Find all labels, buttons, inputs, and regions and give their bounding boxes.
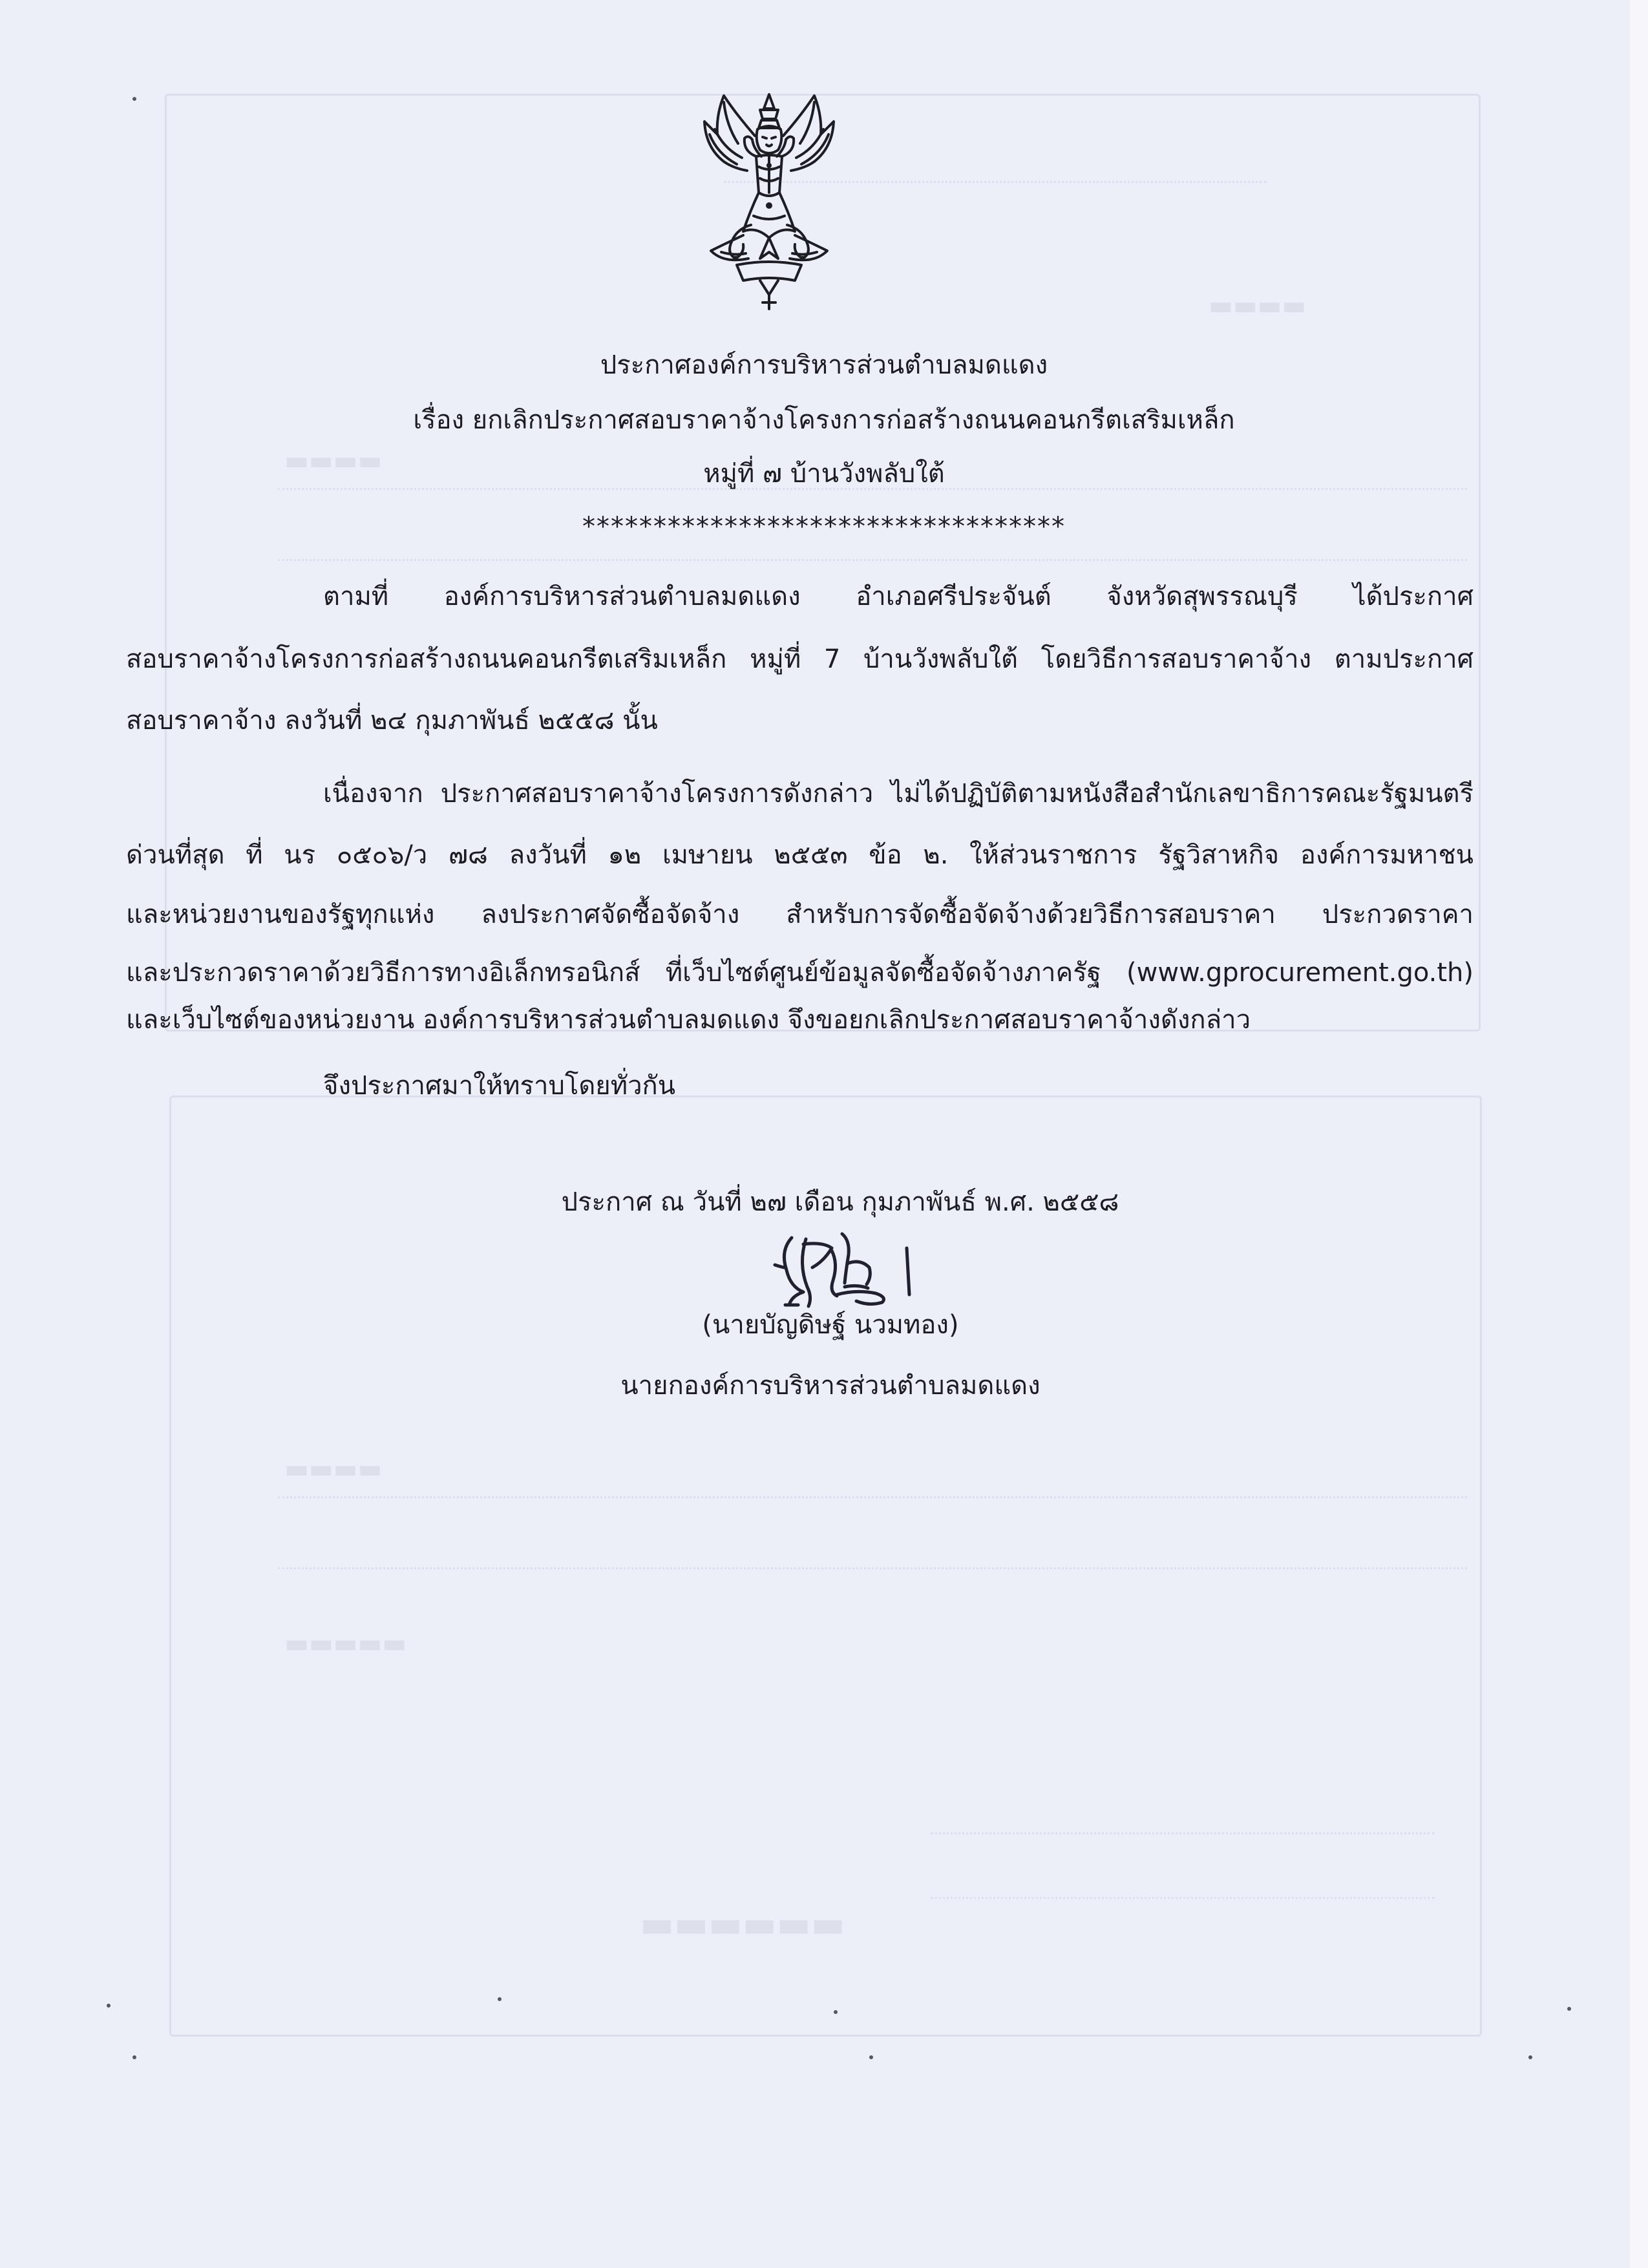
scan-speck [1567, 2007, 1571, 2011]
show-through-text: ▬▬▬▬ [1209, 291, 1307, 321]
show-through-line [278, 559, 1467, 561]
show-through-text: ▬▬▬▬▬ [284, 1629, 407, 1659]
paragraph-2-line: ด่วนที่สุด ที่ นร ๐๕๐๖/ว ๗๘ ลงวันที่ ๑๒ เมษายน ๒๕๕๓ ข้อ ๒. ให้ส่วนราชการ รัฐวิสาหกิจ องค์การมหาชน [126, 840, 1474, 870]
scan-speck [834, 2010, 838, 2014]
paragraph-2-line: เนื่องจาก ประกาศสอบราคาจ้างโครงการดังกล่าว ไม่ได้ปฏิบัติตามหนังสือสำนักเลขาธิการคณะรัฐมนตรี [323, 779, 1474, 809]
paragraph-1-line: ตามที่ องค์การบริหารส่วนตำบลมดแดง อำเภอศรีประจันต์ จังหวัดสุพรรณบุรี ได้ประกาศ [323, 582, 1474, 611]
garuda-emblem-icon [698, 89, 840, 315]
heading-separator: ********************************** [582, 512, 1066, 542]
scan-speck [498, 1997, 502, 2001]
announcement-subject: เรื่อง ยกเลิกประกาศสอบราคาจ้างโครงการก่อสร้างถนนคอนกรีตเสริมเหล็ก [413, 405, 1235, 435]
scan-speck [1528, 2055, 1532, 2059]
paragraph-2-line: และหน่วยงานของรัฐทุกแห่ง ลงประกาศจัดซื้อจัดจ้าง สำหรับการจัดซื้อจัดจ้างด้วยวิธีการสอบราคา ประกวดราคา [126, 900, 1474, 929]
show-through-text: ▬▬▬▬▬▬ [640, 1903, 845, 1945]
announcement-subject-village: หมู่ที่ ๗ บ้านวังพลับใต้ [703, 459, 945, 489]
scan-speck [132, 97, 136, 101]
handwritten-signature-icon [772, 1225, 931, 1312]
paper-edge [1630, 0, 1648, 2268]
show-through-line [931, 1897, 1435, 1899]
signer-position: นายกองค์การบริหารส่วนตำบลมดแดง [620, 1371, 1041, 1401]
closing-statement: จึงประกาศมาให้ทราบโดยทั่วกัน [323, 1071, 676, 1101]
paragraph-2-line: และประกวดราคาด้วยวิธีการทางอิเล็กทรอนิกส์ ที่เว็บไซต์ศูนย์ข้อมูลจัดซื้อจัดจ้างภาครัฐ (www.gprocurement.go.th) [126, 958, 1474, 988]
show-through-line [278, 1496, 1467, 1498]
signer-name: (นายบัญดิษฐ์ นวมทอง) [702, 1310, 959, 1340]
paragraph-2-line: และเว็บไซต์ของหน่วยงาน องค์การบริหารส่วนตำบลมดแดง จึงขอยกเลิกประกาศสอบราคาจ้างดังกล่าว [126, 1005, 1251, 1035]
paragraph-1-line: สอบราคาจ้างโครงการก่อสร้างถนนคอนกรีตเสริมเหล็ก หมู่ที่ 7 บ้านวังพลับใต้ โดยวิธีการสอบราคาจ้าง ตามประกาศ [126, 644, 1474, 674]
paragraph-1-line: สอบราคาจ้าง ลงวันที่ ๒๔ กุมภาพันธ์ ๒๕๕๘ นั้น [126, 706, 658, 736]
scan-speck [132, 2055, 136, 2059]
show-through-line [931, 1832, 1435, 1834]
scan-speck [869, 2055, 873, 2059]
scan-speck [107, 2004, 111, 2008]
show-through-line [278, 1567, 1467, 1569]
show-through-text: ▬▬▬▬ [284, 446, 383, 476]
announcement-date: ประกาศ ณ วันที่ ๒๗ เดือน กุมภาพันธ์ พ.ศ. ๒๕๕๘ [561, 1187, 1119, 1217]
show-through-text: ▬▬▬▬ [284, 1454, 383, 1484]
announcement-title: ประกาศองค์การบริหารส่วนตำบลมดแดง [600, 350, 1048, 380]
